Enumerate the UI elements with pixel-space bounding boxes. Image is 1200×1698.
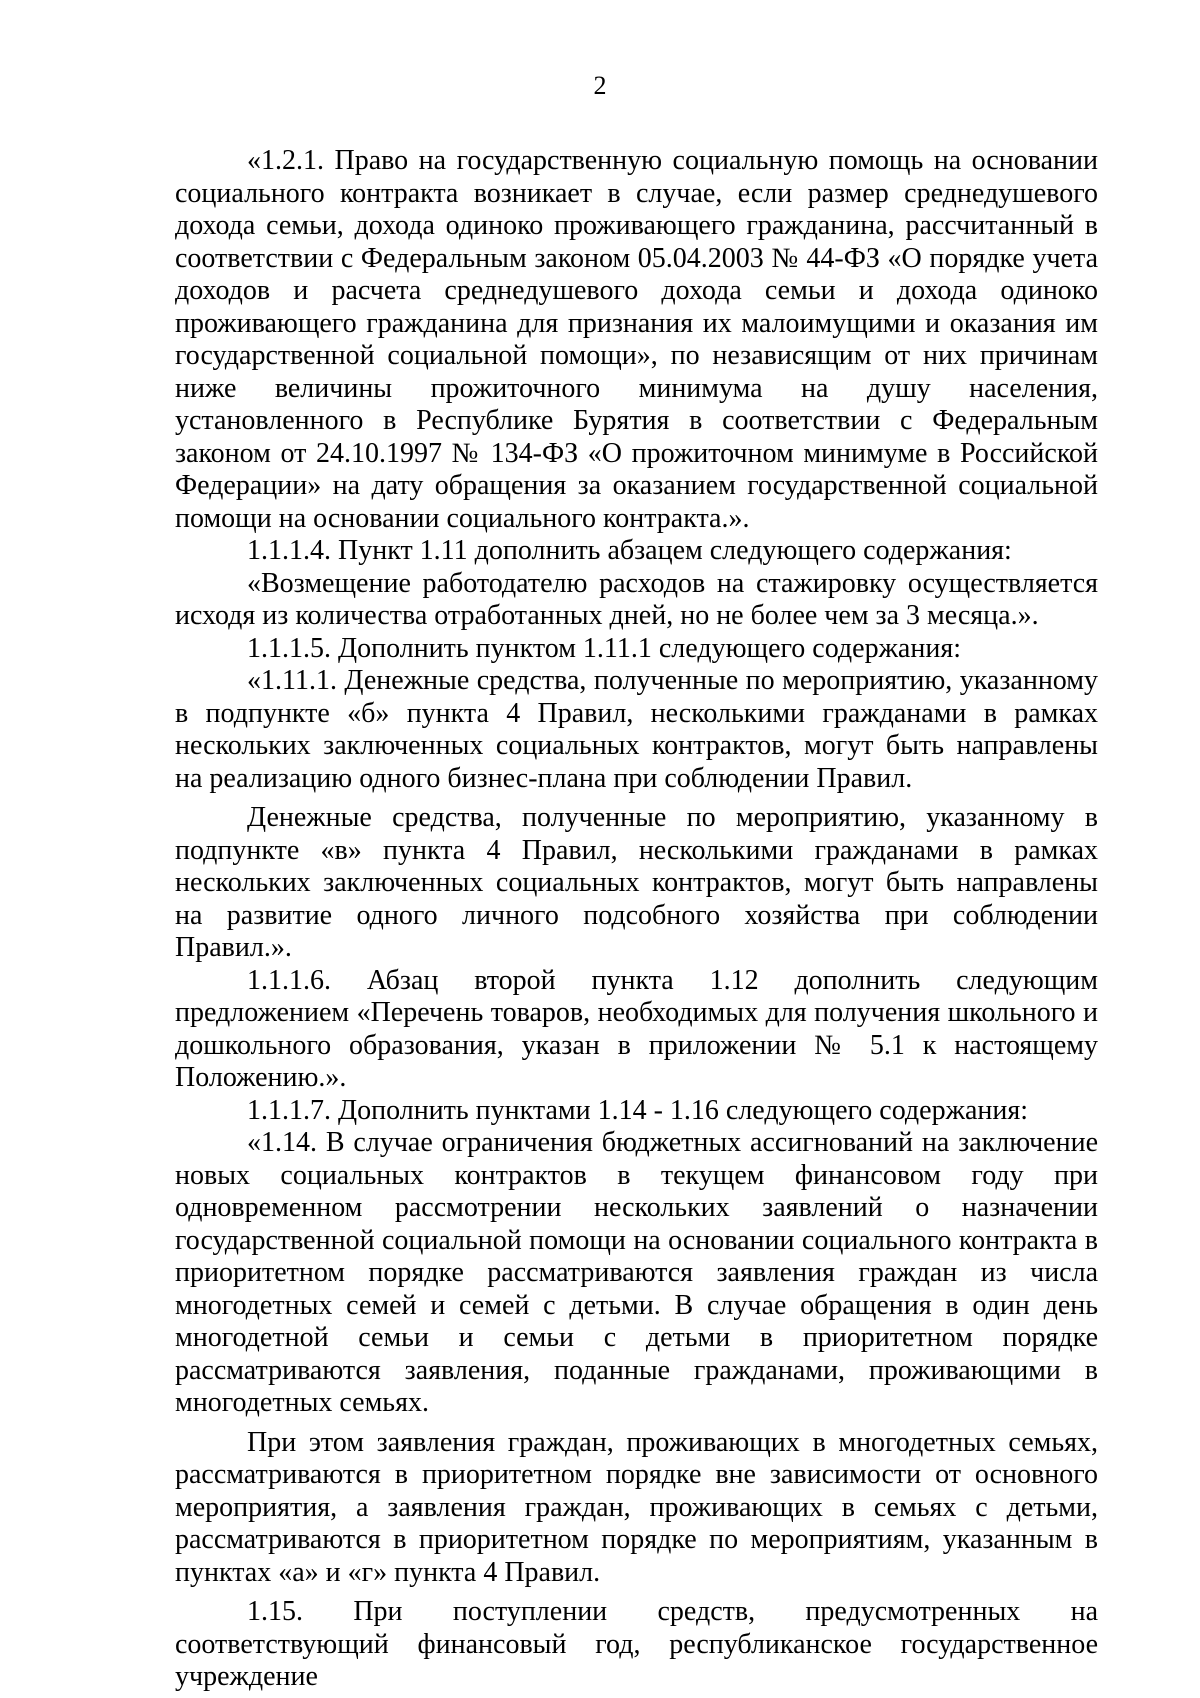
paragraph-1-1-1-6: 1.1.1.6. Абзац второй пункта 1.12 дополнить следующим предложением «Перечень товаров, необходимых для получения школьного и дошкольного образования, указан в приложении № 5.1 к настоящему Положению.». bbox=[175, 964, 1098, 1093]
paragraph-1-14: «1.14. В случае ограничения бюджетных ассигнований на заключение новых социальных контрактов в текущем финансовом году при одновременном рассмотрении нескольких заявлений о назначении государственной социальной помощи на основании социального контракта в приоритетном порядке рассматриваются заявления граждан из числа многодетных семей и семей с детьми. В случае обращения в один день многодетной семьи и семьи с детьми в приоритетном порядке рассматриваются заявления, поданные гражданами, проживающими в многодетных семьях. bbox=[175, 1127, 1098, 1418]
paragraph-1-2-1: «1.2.1. Право на государственную социальную помощь на основании социального контракта возникает в случае, если размер среднедушевого дохода семьи, дохода одиноко проживающего гражданина, рассчитанный в соответствии с Федеральным законом 05.04.2003 № 44-ФЗ «О порядке учета доходов и расчета среднедушевого дохода семьи и дохода одиноко проживающего гражданина для признания их малоимущими и оказания им государственной социальной помощи», по независящим от них причинам ниже величины прожиточного минимума на душу населения, установленного в Республике Бурятия в соответствии с Федеральным законом от 24.10.1997 № 134-ФЗ «О прожиточном минимуме в Российской Федерации» на дату обращения за оказанием государственной социальной помощи на основании социального контракта.». bbox=[175, 145, 1098, 534]
page-number: 2 bbox=[593, 71, 607, 100]
paragraph-1-15: 1.15. При поступлении средств, предусмотренных на соответствующий финансовый год, республиканское государственное учреждение bbox=[175, 1596, 1098, 1692]
paragraph-funds-household: Денежные средства, полученные по мероприятию, указанному в подпункте «в» пункта 4 Правил, несколькими гражданами в рамках нескольких заключенных социальных контрактов, могут быть направлены на развитие одного личного подсобного хозяйства при соблюдении Правил.». bbox=[175, 802, 1098, 963]
paragraph-1-1-1-5: 1.1.1.5. Дополнить пунктом 1.11.1 следующего содержания: bbox=[247, 632, 961, 664]
paragraph-priority: При этом заявления граждан, проживающих в многодетных семьях, рассматриваются в приоритетном порядке вне зависимости от основного мероприятия, а заявления граждан, проживающих в семьях с детьми, рассматриваются в приоритетном порядке по мероприятиям, указанным в пунктах «а» и «г» пункта 4 Правил. bbox=[175, 1426, 1098, 1588]
document-body bbox=[175, 145, 1098, 1694]
paragraph-reimbursement: «Возмещение работодателю расходов на стажировку осуществляется исходя из количества отработанных дней, но не более чем за 3 месяца.». bbox=[175, 567, 1098, 631]
paragraph-1-11-1: «1.11.1. Денежные средства, полученные по мероприятию, указанному в подпункте «б» пункта 4 Правил, несколькими гражданами в рамках нескольких заключенных социальных контрактов, могут быть направлены на реализацию одного бизнес-плана при соблюдении Правил. bbox=[175, 665, 1098, 794]
paragraph-1-1-1-4: 1.1.1.4. Пункт 1.11 дополнить абзацем следующего содержания: bbox=[247, 535, 1012, 566]
paragraph-1-1-1-7: 1.1.1.7. Дополнить пунктами 1.14 - 1.16 следующего содержания: bbox=[247, 1094, 1028, 1126]
